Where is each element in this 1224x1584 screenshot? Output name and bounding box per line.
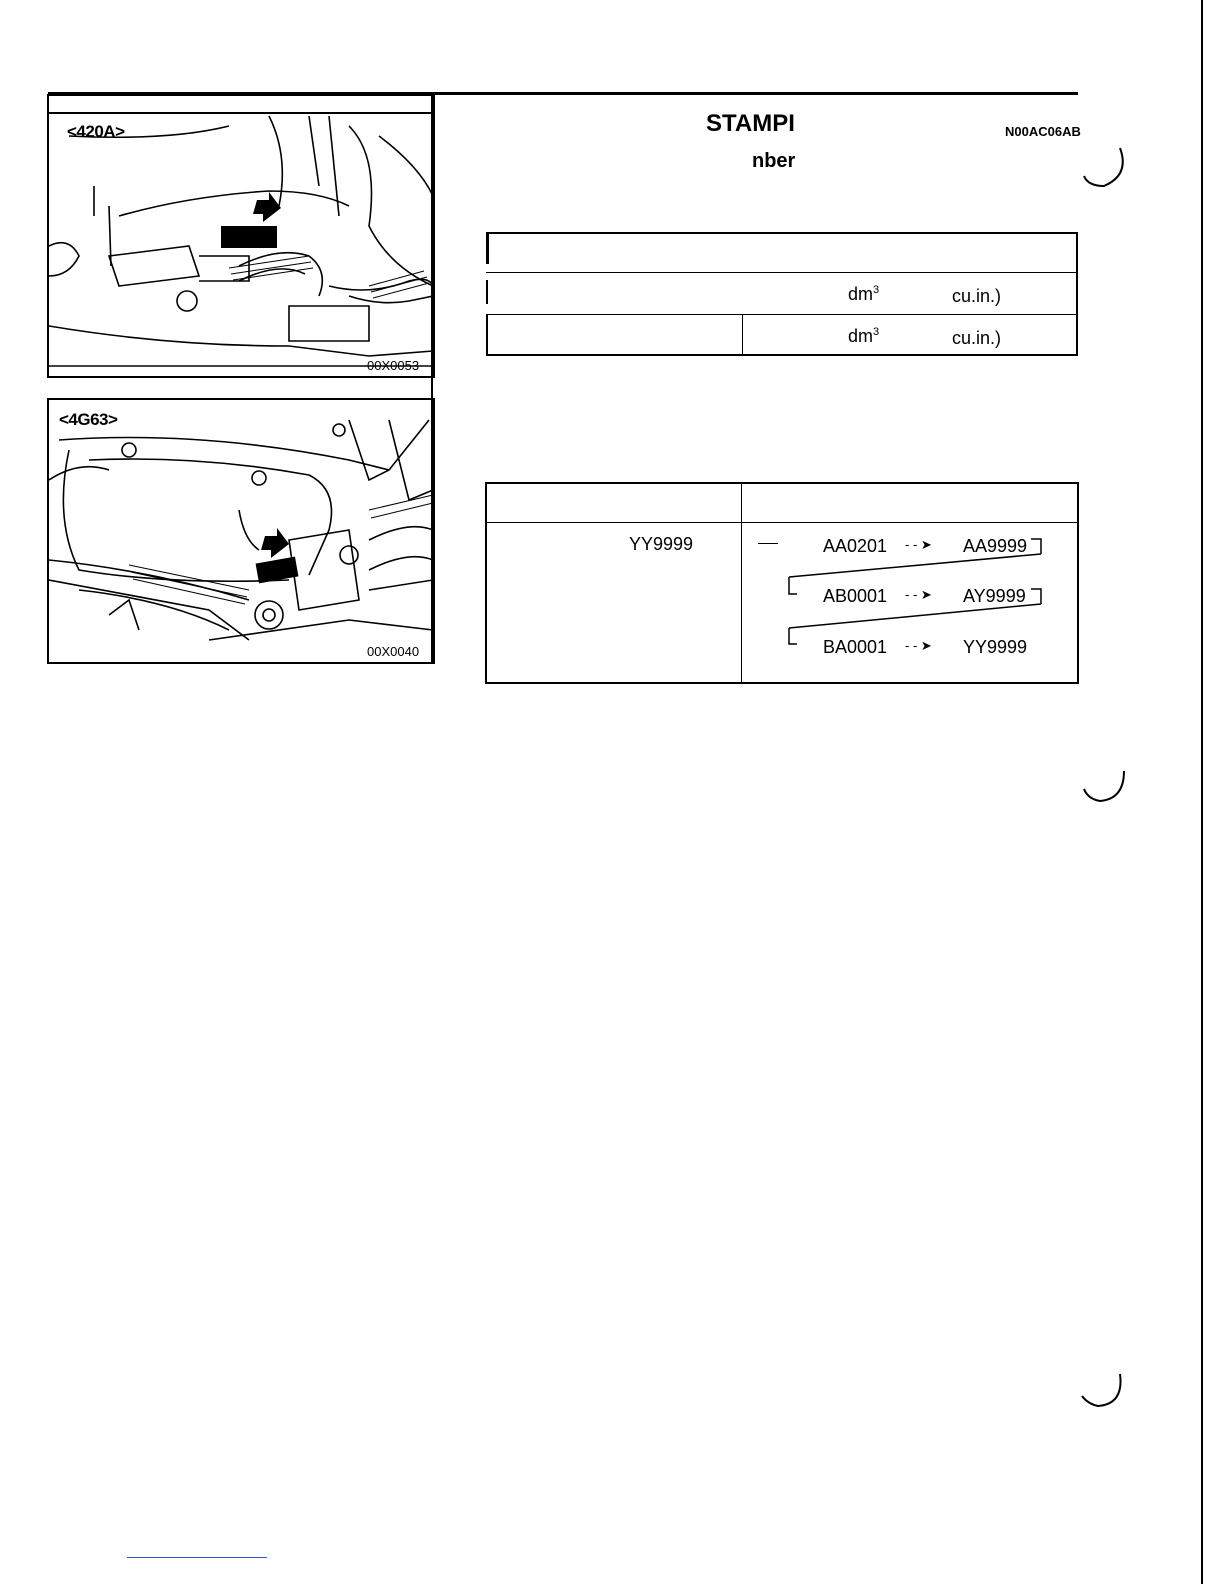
serial-left-value: YY9999	[629, 534, 694, 554]
footer-line	[127, 1557, 267, 1558]
serial-to: AA9999	[963, 536, 1028, 556]
binder-hole-icon	[1080, 140, 1130, 200]
figure-label: <420A>	[67, 122, 125, 141]
arrow-icon: - - ➤	[905, 537, 932, 552]
figure-code: 00X0040	[367, 644, 420, 659]
arrow-icon: - - ➤	[905, 638, 932, 653]
displacement-unit: $dm^3$	[848, 284, 880, 304]
binder-hole-icon	[1080, 765, 1130, 815]
serial-table	[485, 482, 1079, 684]
sequence-connector	[741, 522, 1077, 682]
figure-label: <4G63>	[59, 410, 118, 429]
binder-hole-icon	[1080, 1370, 1130, 1420]
serial-to: AY9999	[963, 586, 1026, 606]
engine-figure-420a	[47, 94, 435, 378]
serial-from: AB0001	[823, 586, 888, 606]
arrow-icon: - - ➤	[905, 587, 932, 602]
page-margin-rule	[1201, 0, 1203, 1584]
displacement-alt: cu.in.)	[952, 328, 1002, 348]
serial-to: YY9999	[963, 637, 1028, 657]
displacement-unit: $dm^3$	[848, 326, 880, 346]
figure-divider	[431, 94, 433, 662]
section-title: STAMPI	[706, 110, 795, 137]
section-code: N00AC06AB	[1005, 124, 1081, 139]
figure-code: 00X0053	[367, 358, 420, 373]
serial-from: AA0201	[823, 536, 888, 556]
displacement-table	[486, 232, 1078, 356]
displacement-alt: cu.in.)	[952, 286, 1002, 306]
section-subtitle: nber	[752, 150, 796, 172]
serial-from: BA0001	[823, 637, 888, 657]
engine-figure-4g63	[47, 398, 435, 664]
